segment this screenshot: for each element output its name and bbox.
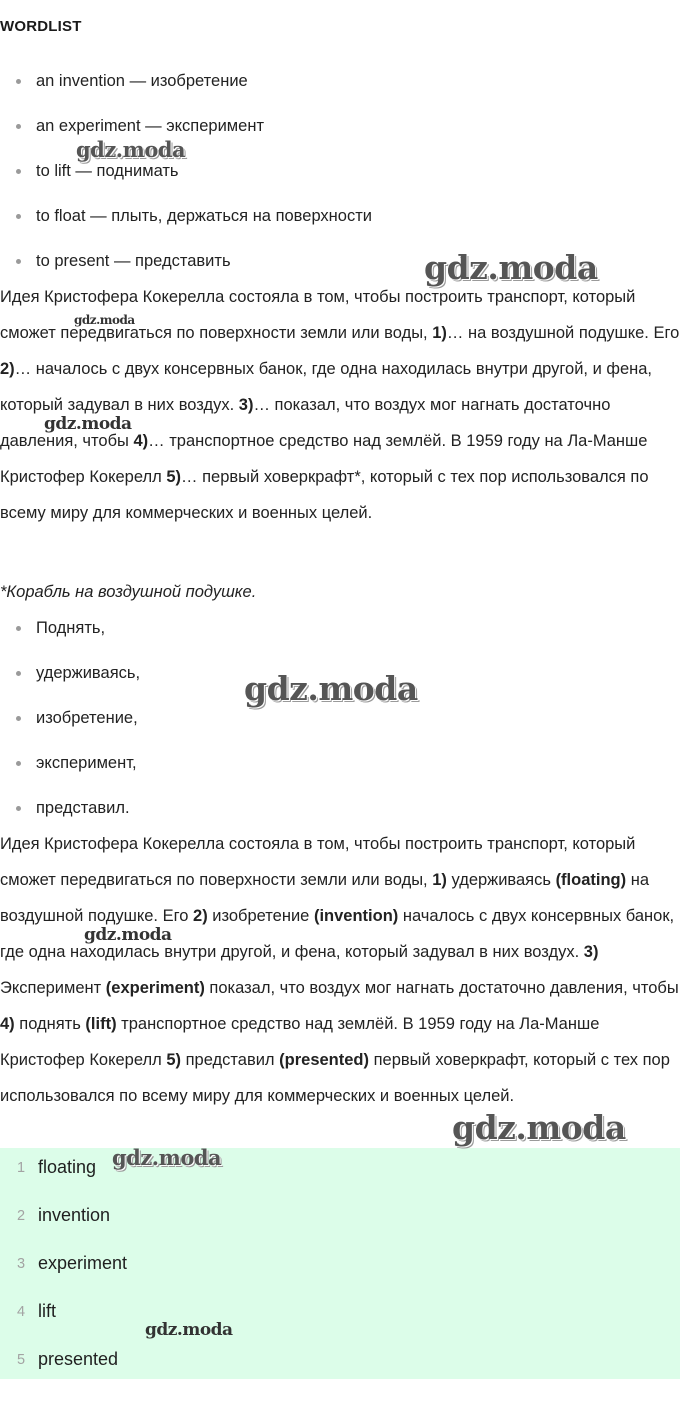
gap-number: 1) — [432, 324, 447, 342]
answer-number: 4 — [17, 1304, 26, 1320]
gap-number: 3) — [583, 943, 599, 961]
footnote: *Корабль на воздушной подушке. — [0, 583, 257, 601]
bullet-icon — [16, 806, 21, 811]
bullet-icon — [16, 716, 21, 721]
gap-number: 3) — [238, 396, 254, 414]
english-word: (lift) — [85, 1015, 117, 1033]
gap-number: 4) — [133, 432, 149, 450]
answer-word: presented — [38, 1349, 119, 1369]
answer-number: 5 — [17, 1352, 26, 1368]
answer-number: 2 — [17, 1208, 26, 1224]
list-item — [0, 753, 680, 798]
wordlist-entry: to lift — поднимать — [36, 162, 179, 180]
wordlist-entry: to float — плыть, держаться на поверхности — [36, 207, 372, 225]
watermark: gdz.moda — [452, 1108, 626, 1147]
gap-number: 5) — [166, 1051, 182, 1069]
bullet-icon — [16, 626, 21, 631]
answer-row — [0, 1202, 680, 1232]
task-paragraph: Идея Кристофера Кокерелла состояла в том, чтобы построить транспорт, который сможет передвигаться по поверхности земли или воды, 1)… на воздушной подушке. Его 2)… началось с двух консервных банок, где одна находилась внутри другой, и фена, который задувал в них воздух. 3)… показал, что воздух мог нагнать достаточно давления, чтобы 4)… транспортное средство над землёй. В 1959 году на Ла-Манше Кристофер Кокерелл 5)… первый ховеркрафт*, который с тех пор использовался по всему миру для коммерческих и военных целей. — [0, 288, 680, 522]
english-word: (floating) — [555, 871, 627, 889]
watermark: gdz.moda — [112, 1145, 222, 1170]
option-entry: Поднять, — [36, 619, 106, 637]
list-item — [0, 708, 680, 753]
list-item — [0, 71, 680, 116]
gap-number: 4) — [0, 1015, 15, 1033]
bullet-icon — [16, 259, 21, 264]
gap-number: 5) — [166, 468, 182, 486]
wordlist-entry: an invention — изобретение — [36, 72, 248, 90]
bullet-icon — [16, 124, 21, 129]
answer-word: floating — [38, 1157, 97, 1177]
answer-word: experiment — [38, 1253, 128, 1273]
watermark: gdz.moda — [244, 669, 418, 708]
english-word: (experiment) — [105, 979, 205, 997]
bullet-icon — [16, 169, 21, 174]
watermark: gdz.moda — [84, 925, 172, 945]
option-entry: удерживаясь, — [36, 664, 141, 682]
english-word: (invention) — [313, 907, 399, 925]
wordlist-entry: to present — представить — [36, 252, 231, 270]
answer-row — [0, 1346, 680, 1376]
gap-number: 2) — [0, 360, 15, 378]
watermark: gdz.moda — [145, 1320, 233, 1340]
answer-row — [0, 1250, 680, 1280]
option-entry: эксперимент, — [36, 754, 137, 772]
list-item — [0, 206, 680, 251]
answer-word: invention — [38, 1205, 111, 1225]
answer-row — [0, 1154, 680, 1184]
watermark: gdz.moda — [74, 313, 135, 327]
watermark: gdz.moda — [76, 137, 186, 162]
watermark: gdz.moda — [424, 248, 598, 287]
list-item — [0, 161, 680, 206]
bullet-icon — [16, 214, 21, 219]
bullet-icon — [16, 761, 21, 766]
answer-number: 1 — [17, 1160, 26, 1176]
answer-word: lift — [38, 1301, 56, 1321]
wordlist-entry: an experiment — эксперимент — [36, 117, 264, 135]
bullet-icon — [16, 671, 21, 676]
answer-box — [0, 1148, 680, 1379]
answer-paragraph: Идея Кристофера Кокерелла состояла в том, чтобы построить транспорт, который сможет передвигаться по поверхности земли или воды, 1) удерживаясь (floating) на воздушной подушке. Его 2) изобретение (invention) началось с двух консервных банок, где одна находилась внутри другой, и фена, который задувал в них воздух. 3) Эксперимент (experiment) показал, что воздух мог нагнать достаточно давления, чтобы 4) поднять (lift) транспортное средство над землёй. В 1959 году на Ла-Манше Кристофер Кокерелл 5) представил (presented) первый ховеркрафт, который с тех пор использовался по всему миру для коммерческих и военных целей. — [0, 835, 679, 1105]
english-word: (presented) — [279, 1051, 370, 1069]
answer-row — [0, 1298, 680, 1328]
options-list — [0, 618, 680, 843]
answer-number: 3 — [17, 1256, 26, 1272]
option-entry: изобретение, — [36, 709, 138, 727]
watermark: gdz.moda — [44, 414, 132, 434]
gap-number: 2) — [193, 907, 208, 925]
list-item — [0, 618, 680, 663]
option-entry: представил. — [36, 799, 130, 817]
gap-number: 1) — [432, 871, 447, 889]
wordlist-heading: WORDLIST — [0, 18, 82, 35]
bullet-icon — [16, 79, 21, 84]
